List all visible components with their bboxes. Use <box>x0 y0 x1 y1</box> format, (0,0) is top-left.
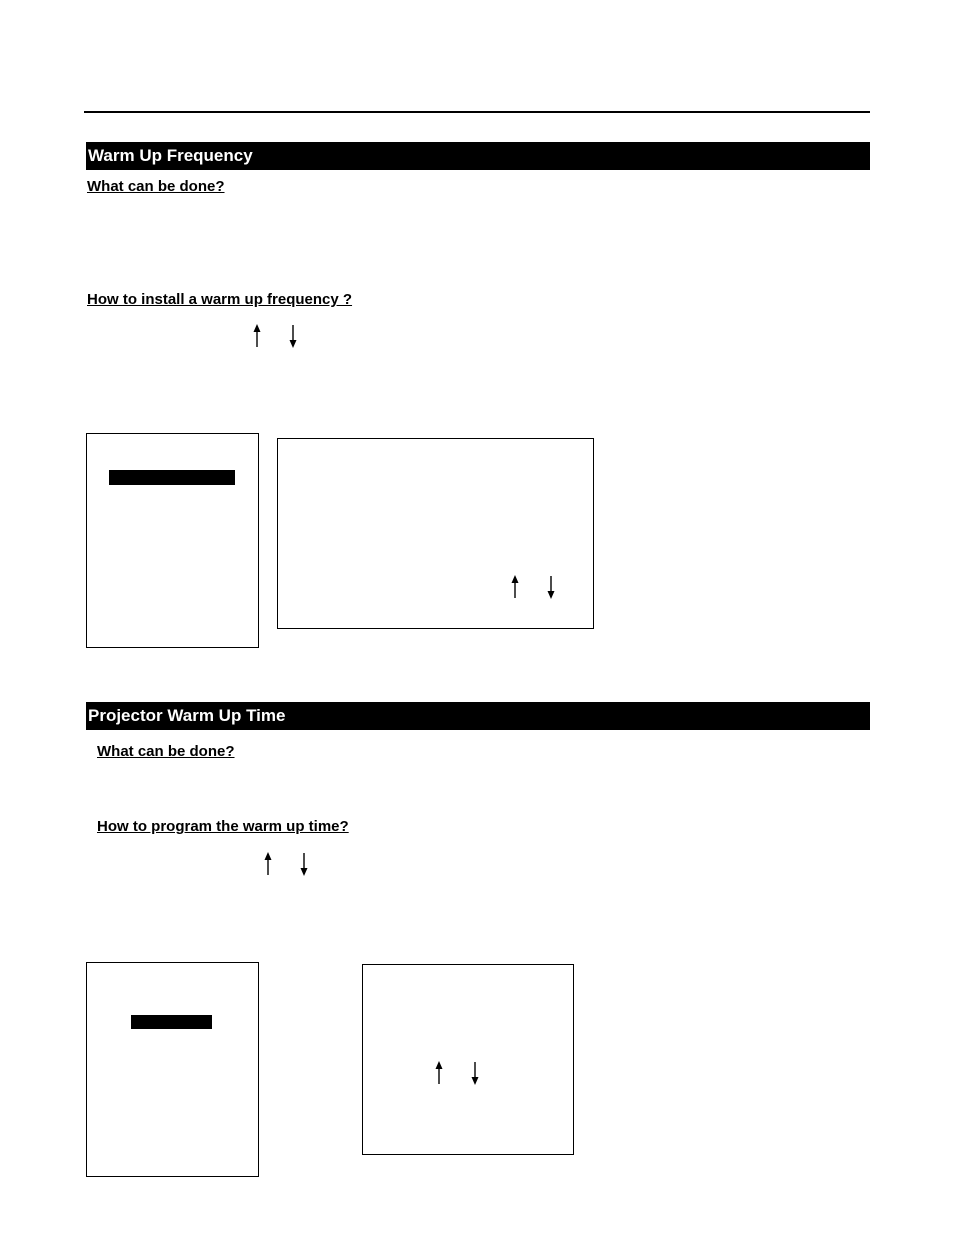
arrow-down-icon[interactable] <box>544 575 558 599</box>
arrow-up-icon <box>261 852 275 876</box>
how-to-install-heading: How to install a warm up frequency ? <box>87 291 353 308</box>
arrow-up-icon <box>250 324 264 348</box>
what-can-be-done-heading: What can be done? <box>97 743 235 760</box>
frequency-dialog-panel <box>277 438 594 629</box>
menu-panel <box>86 433 259 648</box>
section-title-warm-up-frequency: Warm Up Frequency <box>86 142 870 170</box>
top-divider <box>84 111 870 113</box>
warm-up-time-dialog-panel <box>362 964 574 1155</box>
menu-panel <box>86 962 259 1177</box>
arrow-up-icon[interactable] <box>508 575 522 599</box>
arrow-down-icon <box>297 852 311 876</box>
arrow-down-icon[interactable] <box>468 1061 482 1085</box>
what-can-be-done-heading: What can be done? <box>87 178 225 195</box>
how-to-program-heading: How to program the warm up time? <box>97 818 349 835</box>
menu-highlight-bar[interactable] <box>131 1015 212 1029</box>
arrow-down-icon <box>286 324 300 348</box>
arrow-up-icon[interactable] <box>432 1061 446 1085</box>
menu-highlight-bar[interactable] <box>109 470 235 485</box>
section-title-projector-warm-up-time: Projector Warm Up Time <box>86 702 870 730</box>
